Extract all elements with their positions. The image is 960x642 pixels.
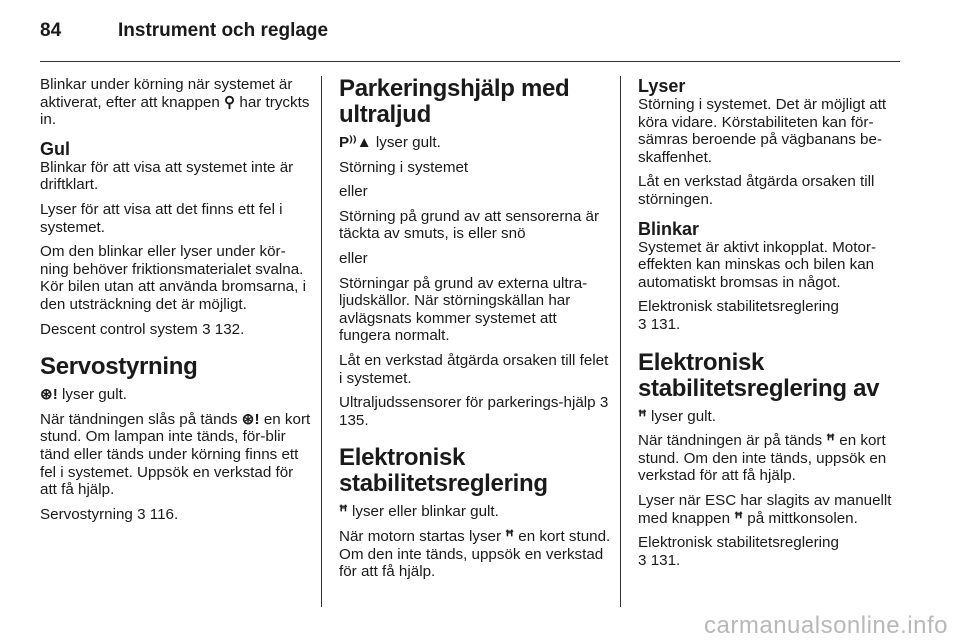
section-heading-blinkar: Blinkar bbox=[638, 218, 700, 239]
parking-assist-icon: P⁾⁾▲ bbox=[339, 134, 372, 151]
power-steering-icon: ⊛! bbox=[241, 410, 260, 428]
paragraph: Låt en verkstad åtgärda orsaken till felet i systemet. bbox=[339, 351, 609, 387]
page-ref-arrow-icon: 3 bbox=[638, 315, 647, 333]
esc-off-icon: ꟸ bbox=[734, 509, 744, 527]
column-divider bbox=[620, 76, 621, 607]
page-title: Instrument och reglage bbox=[118, 20, 329, 41]
cross-reference[interactable]: Elektronisk stabilitetsreglering 3 131. bbox=[638, 298, 839, 333]
paragraph: Lyser när ESC har slagits av manuellt med knappen ꟸ på mittkonsolen. bbox=[638, 491, 892, 527]
section-heading-parkeringshjalp: Parkeringshjälp med ultraljud bbox=[339, 75, 570, 128]
cross-reference[interactable]: Descent control system 3 132. bbox=[40, 320, 245, 338]
esc-off-icon: ꟸ bbox=[638, 407, 647, 425]
paragraph: När tändningen slås på tänds ⊛! en kort stund. Om lampan inte tänds, för-blir tänd eller tänds under körning finns ett fel i systemet. Uppsök en verkstad för att få hjälp. bbox=[40, 410, 311, 499]
paragraph: Störning i systemet. Det är möjligt att köra vidare. Körstabiliteten kan för-sämras beroende på vägbanans be-skaffenhet. bbox=[638, 96, 887, 166]
watermark: carmanualsonline.info bbox=[704, 612, 948, 639]
paragraph: När motorn startas lyser ꟸ en kort stund. Om den inte tänds, uppsök en verkstad för att få hjälp. bbox=[339, 527, 611, 581]
paragraph: ꟸ lyser gult. bbox=[638, 407, 716, 425]
section-heading-gul: Gul bbox=[40, 138, 70, 159]
cross-reference[interactable]: Servostyrning 3 116. bbox=[40, 505, 179, 523]
column-divider bbox=[321, 76, 322, 607]
page-ref-arrow-icon: 3 bbox=[202, 320, 211, 338]
paragraph: Låt en verkstad åtgärda orsaken till störningen. bbox=[638, 173, 875, 208]
paragraph: ⊛! lyser gult. bbox=[40, 386, 128, 404]
section-heading-servostyrning: Servostyrning bbox=[40, 353, 198, 381]
intro-paragraph: Blinkar under körning när systemet är aktiverat, efter att knappen ⚲ har tryckts in. bbox=[40, 76, 310, 129]
paragraph: Blinkar för att visa att systemet inte är driftklart. bbox=[40, 158, 294, 194]
paragraph: Störningar på grund av externa ultra-ljudskällor. När störningskällan har avlägsnats kommer systemet att fungera normalt. bbox=[339, 274, 588, 345]
paragraph: Störning på grund av att sensorerna är täckta av smuts, is eller snö bbox=[339, 207, 600, 243]
esc-off-icon: ꟸ bbox=[826, 432, 836, 450]
esc-icon: ꟸ bbox=[339, 503, 348, 521]
section-heading-esc: Elektronisk stabilitetsreglering bbox=[339, 444, 548, 498]
paragraph: Om den blinkar eller lyser under kör-ning behöver friktionsmaterialet svalna. Kör bilen utan att använda bromsarna, i den utsträckning det är möjligt. bbox=[40, 243, 306, 313]
column-3 bbox=[638, 76, 910, 576]
page-ref-arrow-icon: 3 bbox=[137, 505, 146, 523]
page-ref-arrow-icon: 3 bbox=[599, 394, 609, 412]
column-1 bbox=[40, 76, 312, 530]
paragraph: eller bbox=[339, 249, 368, 267]
paragraph: eller bbox=[339, 183, 368, 201]
esc-icon: ꟸ bbox=[505, 527, 515, 545]
page-ref-arrow-icon: 3 bbox=[638, 551, 647, 569]
section-heading-lyser: Lyser bbox=[638, 76, 686, 96]
cross-reference[interactable]: Ultraljudssensorer för parkerings-hjälp 3 135. bbox=[339, 394, 609, 429]
paragraph: När tändningen är på tänds ꟸ en kort stund. Om den inte tänds, uppsök en verkstad för att få hjälp. bbox=[638, 432, 887, 485]
paragraph: P⁾⁾▲ lyser gult. bbox=[339, 134, 441, 151]
paragraph: Lyser för att visa att det finns ett fel i systemet. bbox=[40, 200, 283, 236]
page-header bbox=[40, 20, 328, 44]
section-heading-esc-off: Elektronisk stabilitetsreglering av bbox=[638, 348, 880, 402]
paragraph: ꟸ lyser eller blinkar gult. bbox=[339, 503, 499, 521]
descent-control-icon: ⚲ bbox=[224, 93, 236, 111]
paragraph: Systemet är aktivt inkopplat. Motor-effekten kan minskas och bilen kan automatiskt bromsas in något. bbox=[638, 238, 877, 291]
page-number: 84 bbox=[40, 20, 62, 41]
header-rule bbox=[40, 61, 900, 62]
cross-reference[interactable]: Elektronisk stabilitetsreglering 3 131. bbox=[638, 534, 839, 569]
column-2 bbox=[339, 76, 611, 588]
power-steering-icon: ⊛! bbox=[40, 386, 58, 404]
paragraph: Störning i systemet bbox=[339, 158, 469, 176]
